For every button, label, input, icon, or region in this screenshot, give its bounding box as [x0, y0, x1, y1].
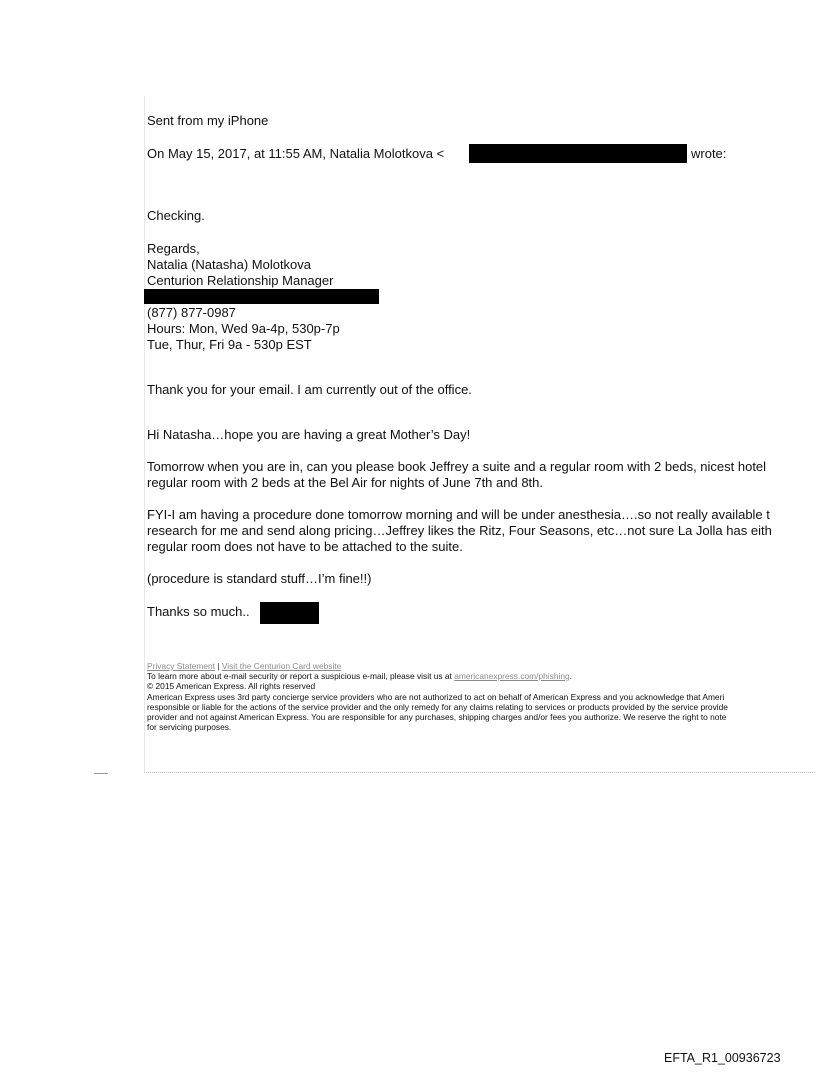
disclaimer-line-1: American Express uses 3rd party concierge service providers who are not authorized to act on behalf of American Express and you acknowledge that Ameri — [147, 692, 725, 702]
sent-from-line: Sent from my iPhone — [147, 113, 269, 128]
signature-hours-1: Hours: Mon, Wed 9a-4p, 530p-7p — [147, 321, 340, 336]
procedure-line: (procedure is standard stuff…I’m fine!!) — [147, 571, 372, 586]
signature-hours-2: Tue, Thur, Fri 9a - 530p EST — [147, 337, 312, 352]
paragraph-1-line-1: Tomorrow when you are in, can you please book Jeffrey a suite and a regular room with 2 beds, nicest hotel — [147, 459, 767, 474]
disclaimer-line-3: provider and not against American Express. You are responsible for any purchases, shipping charges and/or fees you authorize. We reserve the right to note — [147, 712, 727, 722]
disclaimer-line-2: responsible or liable for the actions of the service provider and the only remedy for any claims relating to services or products provided by the service provide — [147, 702, 728, 712]
checking-line: Checking. — [147, 208, 205, 223]
centurion-website-link[interactable]: Visit the Centurion Card website — [221, 661, 342, 671]
thanks-line: Thanks so much.. — [147, 604, 250, 619]
copyright-line: © 2015 American Express. All rights reserved — [147, 681, 316, 691]
security-notice-period: . — [569, 671, 572, 681]
footer-links-row — [147, 661, 341, 671]
phishing-link[interactable]: americanexpress.com/phishing — [454, 671, 570, 681]
disclaimer-line-4: for servicing purposes. — [147, 722, 232, 732]
quoted-header-prefix: On May 15, 2017, at 11:55 AM, Natalia Molotkova < — [147, 146, 445, 161]
document-id: EFTA_R1_00936723 — [664, 1051, 781, 1065]
signature-title: Centurion Relationship Manager — [147, 273, 334, 288]
redacted-sender-name — [260, 602, 319, 624]
paragraph-2-line-2: research for me and send along pricing…Jeffrey likes the Ritz, Four Seasons, etc…not sure La Jolla has eith — [147, 523, 772, 538]
paragraph-1-line-2: regular room with 2 beds at the Bel Air for nights of June 7th and 8th. — [147, 475, 544, 490]
paragraph-2-line-3: regular room does not have to be attached to the suite. — [147, 539, 463, 554]
signature-phone: (877) 877-0987 — [147, 305, 236, 320]
redacted-signature-line — [144, 289, 379, 304]
out-of-office-line: Thank you for your email. I am currently out of the office. — [147, 382, 472, 397]
footer-link-separator: | — [217, 661, 220, 671]
paragraph-2-line-1: FYI-I am having a procedure done tomorrow morning and will be under anesthesia….so not really available t — [147, 507, 770, 522]
page-edge-mark — [94, 773, 108, 774]
signature-name: Natalia (Natasha) Molotkova — [147, 257, 312, 272]
signature-regards: Regards, — [147, 241, 200, 256]
security-notice-text: To learn more about e-mail security or report a suspicious e-mail, please visit us at — [147, 671, 455, 681]
redacted-email-address — [469, 144, 687, 163]
quoted-header-suffix: wrote: — [691, 146, 727, 161]
security-notice-line — [147, 671, 572, 681]
privacy-statement-link[interactable]: Privacy Statement — [147, 661, 215, 671]
greeting-line: Hi Natasha…hope you are having a great Mother’s Day! — [147, 427, 471, 442]
